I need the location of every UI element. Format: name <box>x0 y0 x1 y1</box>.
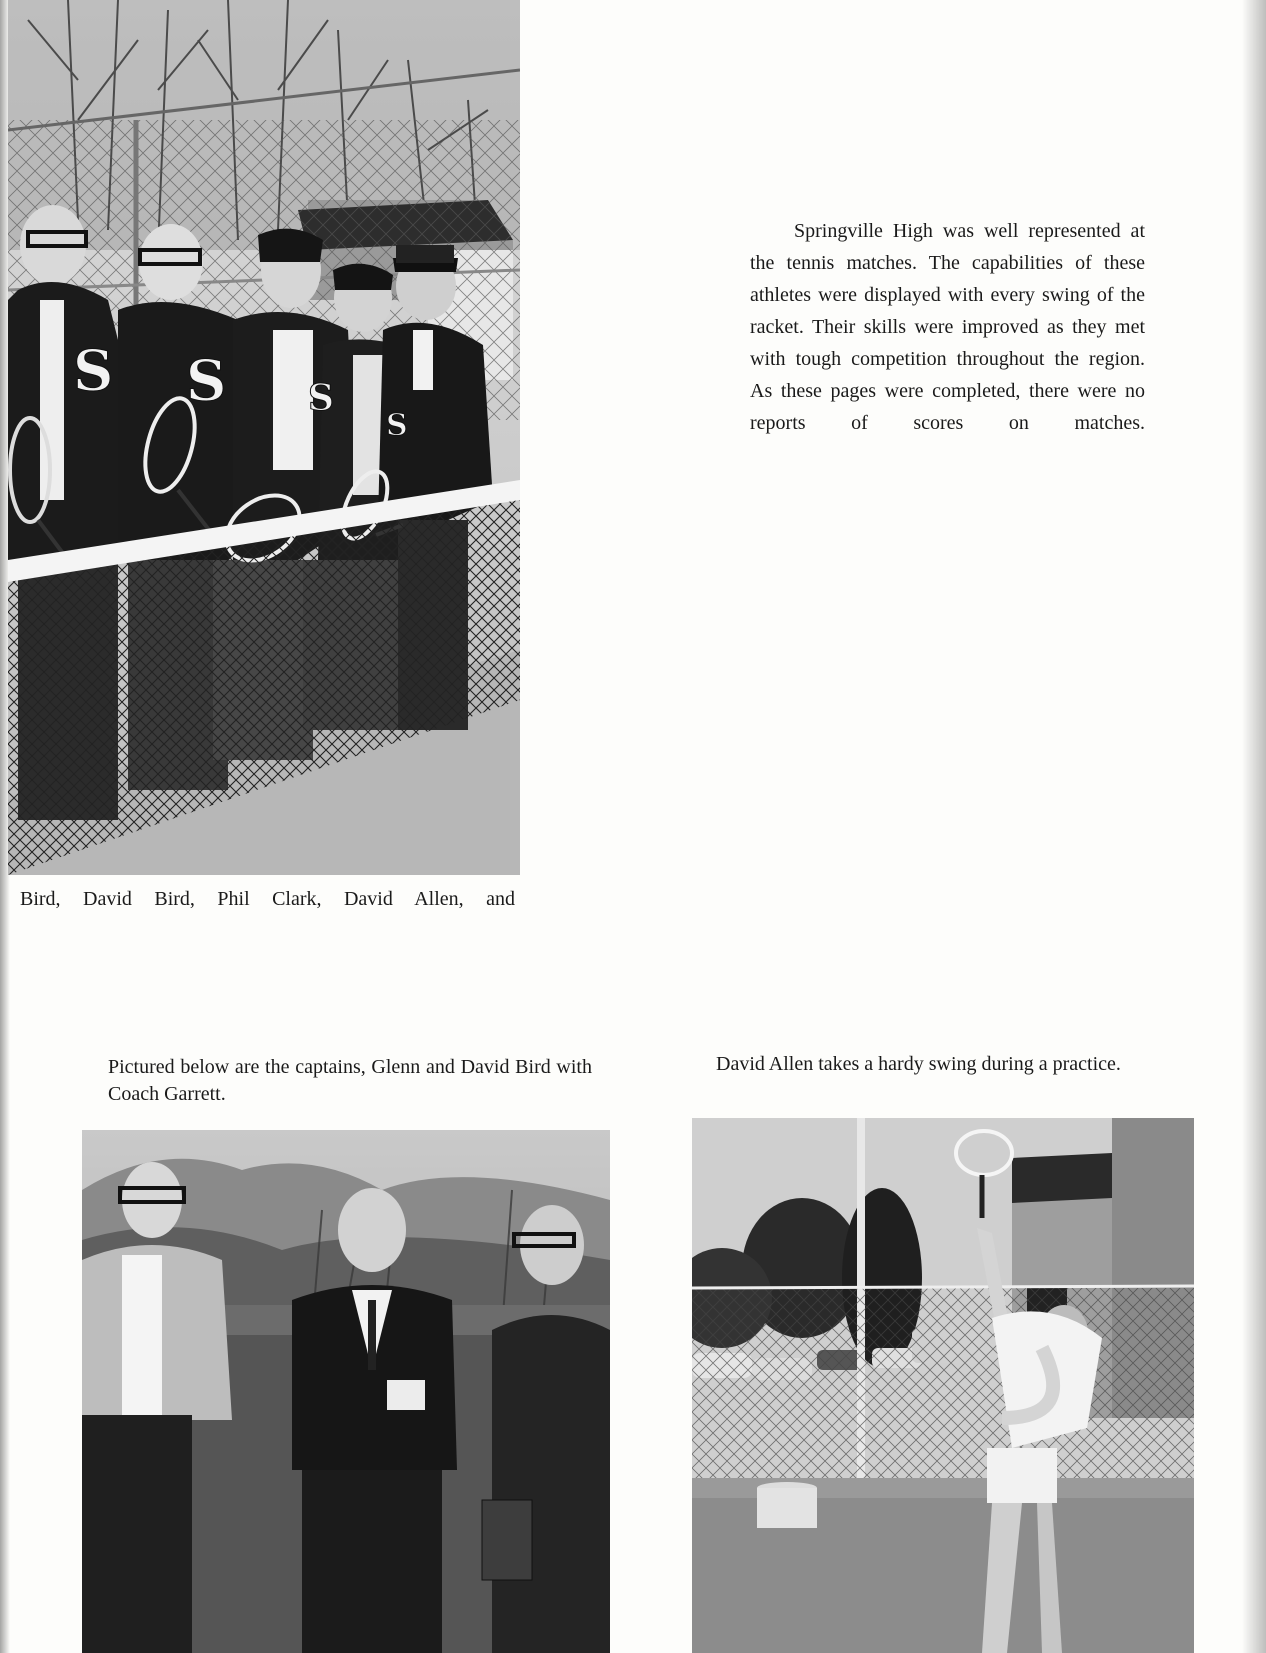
jacket-letter: S <box>308 377 334 419</box>
swing-photo-caption: David Allen takes a hardy swing during a practice. <box>716 1053 1121 1075</box>
jacket-letter: S <box>386 408 408 443</box>
article-paragraph: Springville High was well represented at the tennis matches. The capabilities of these athletes were displayed with every swing of the racket. Their skills were improved as they met with tough competition throughout the region. As these pages were completed, there were no reports of scores on matches. <box>750 220 1145 434</box>
jacket-letter: S <box>186 348 227 414</box>
page-edge-shadow <box>1242 0 1266 1653</box>
david-allen-serve-photo <box>692 1118 1194 1653</box>
captains-coach-photo <box>82 1130 610 1653</box>
jacket-letter: S <box>73 338 114 404</box>
team-photo-caption: Bird, David Bird, Phil Clark, David Allen, and <box>20 888 515 910</box>
tennis-team-photo <box>8 0 520 875</box>
captains-photo-caption: Pictured below are the captains, Glenn and David Bird with Coach Garrett. <box>108 1056 592 1105</box>
